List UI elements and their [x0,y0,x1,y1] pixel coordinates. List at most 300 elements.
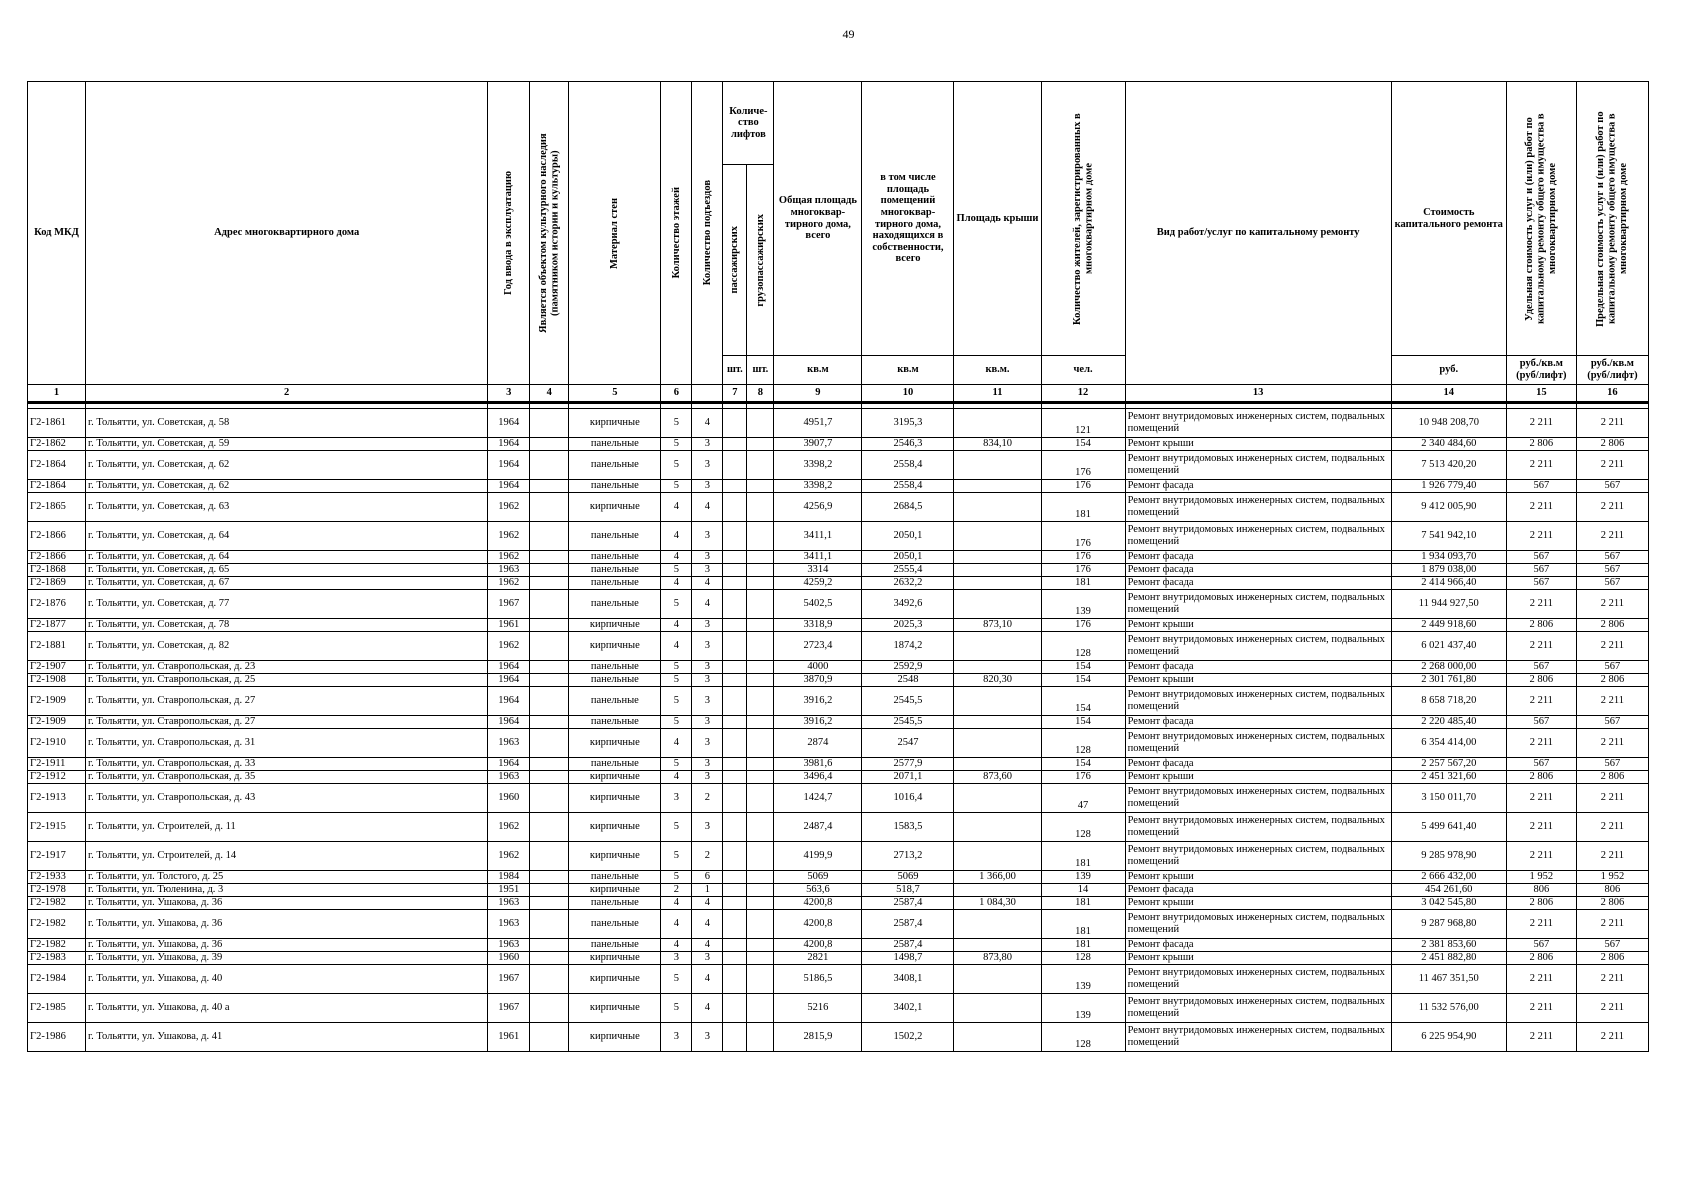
header-total-area: Общая площадь многоквар-тирного дома, всего [774,82,862,356]
cell-year: 1962 [488,632,530,661]
cell-floors: 5 [661,842,692,871]
header-entrances: Количество подъездов [692,82,723,385]
cell-owned-area: 2548 [862,674,954,687]
table-row [28,729,1649,758]
cell-residents: 181 [1041,577,1125,590]
cell-walls: кирпичные [569,884,661,897]
cell-roof-area [954,480,1041,493]
cell-lifts-passenger [723,522,747,551]
cell-specific-cost: 2 211 [1506,632,1576,661]
cell-lifts-cargo [747,674,774,687]
cell-specific-cost: 806 [1506,884,1576,897]
cell-limit-cost: 1 952 [1576,871,1648,884]
cell-entrances: 3 [692,619,723,632]
cell-floors: 5 [661,716,692,729]
table-row [28,590,1649,619]
cell-specific-cost: 567 [1506,939,1576,952]
cell-total-area: 1424,7 [774,784,862,813]
cell-roof-area [954,965,1041,994]
cell-floors: 3 [661,1023,692,1052]
cell-entrances: 3 [692,564,723,577]
unit-total-area: кв.м [774,356,862,385]
header-owned-area: в том числе площадь помещений многоквар-тирного дома, находящихся в собственности, всего [862,82,954,356]
cell-roof-area [954,994,1041,1023]
cell-work-type: Ремонт фасада [1125,661,1391,674]
cell-lifts-passenger [723,784,747,813]
cell-heritage [530,716,569,729]
cell-residents: 181 [1041,910,1125,939]
cell-lifts-passenger [723,871,747,884]
cell-walls: кирпичные [569,952,661,965]
cell-roof-area [954,716,1041,729]
cell-year: 1963 [488,897,530,910]
cell-code: Г2-1986 [28,1023,86,1052]
cell-lifts-cargo [747,438,774,451]
cell-total-area: 4199,9 [774,842,862,871]
unit-limit-cost: руб./кв.м (руб/лифт) [1576,356,1648,385]
cell-specific-cost: 567 [1506,551,1576,564]
cell-year: 1964 [488,758,530,771]
cell-specific-cost: 2 806 [1506,438,1576,451]
cell-entrances: 4 [692,590,723,619]
cell-lifts-cargo [747,729,774,758]
cell-heritage [530,619,569,632]
cell-address: г. Тольятти, ул. Ставропольская, д. 35 [86,771,488,784]
cell-floors: 5 [661,813,692,842]
table-row [28,687,1649,716]
cell-total-area: 3916,2 [774,716,862,729]
cell-residents: 154 [1041,674,1125,687]
cell-roof-area [954,564,1041,577]
cell-limit-cost: 567 [1576,939,1648,952]
cell-owned-area: 2050,1 [862,551,954,564]
cell-lifts-passenger [723,661,747,674]
cell-roof-area [954,784,1041,813]
cell-code: Г2-1982 [28,897,86,910]
cell-heritage [530,661,569,674]
cell-year: 1960 [488,952,530,965]
cell-residents: 181 [1041,493,1125,522]
cell-code: Г2-1869 [28,577,86,590]
cell-entrances: 3 [692,813,723,842]
cell-work-type: Ремонт внутридомовых инженерных систем, подвальных помещений [1125,729,1391,758]
cell-limit-cost: 2 211 [1576,451,1648,480]
cell-specific-cost: 2 806 [1506,674,1576,687]
cell-limit-cost: 2 211 [1576,493,1648,522]
cell-year: 1963 [488,729,530,758]
cell-specific-cost: 2 211 [1506,994,1576,1023]
cell-floors: 5 [661,758,692,771]
header-year: Год ввода в эксплуатацию [488,82,530,385]
cell-walls: панельные [569,939,661,952]
cell-residents: 139 [1041,994,1125,1023]
cell-year: 1964 [488,438,530,451]
cell-year: 1960 [488,784,530,813]
cell-residents: 154 [1041,687,1125,716]
cell-cost: 2 449 918,60 [1391,619,1506,632]
cell-cost: 2 451 321,60 [1391,771,1506,784]
cell-entrances: 3 [692,729,723,758]
cell-limit-cost: 2 211 [1576,842,1648,871]
cell-specific-cost: 2 211 [1506,842,1576,871]
cell-walls: панельные [569,910,661,939]
cell-roof-area: 873,80 [954,952,1041,965]
cell-lifts-cargo [747,451,774,480]
cell-floors: 5 [661,438,692,451]
cell-lifts-cargo [747,813,774,842]
cell-residents: 181 [1041,939,1125,952]
cell-total-area: 2815,9 [774,1023,862,1052]
cell-lifts-cargo [747,784,774,813]
cell-work-type: Ремонт фасада [1125,939,1391,952]
cell-specific-cost: 2 806 [1506,771,1576,784]
cell-code: Г2-1911 [28,758,86,771]
cell-owned-area: 3492,6 [862,590,954,619]
header-roof-area: Площадь крыши [954,82,1041,356]
table-row [28,577,1649,590]
table-row [28,522,1649,551]
cell-limit-cost: 806 [1576,884,1648,897]
cell-entrances: 3 [692,1023,723,1052]
cell-walls: кирпичные [569,842,661,871]
cell-entrances: 3 [692,480,723,493]
cell-walls: кирпичные [569,493,661,522]
column-number: 10 [862,385,954,403]
cell-residents: 154 [1041,716,1125,729]
cell-roof-area [954,884,1041,897]
column-number: 11 [954,385,1041,403]
cell-code: Г2-1910 [28,729,86,758]
cell-owned-area: 3408,1 [862,965,954,994]
column-number: 9 [774,385,862,403]
table-row [28,939,1649,952]
table-row [28,952,1649,965]
cell-heritage [530,813,569,842]
cell-work-type: Ремонт внутридомовых инженерных систем, подвальных помещений [1125,813,1391,842]
table-row [28,632,1649,661]
cell-roof-area: 873,10 [954,619,1041,632]
cell-floors: 5 [661,409,692,438]
cell-entrances: 3 [692,687,723,716]
cell-address: г. Тольятти, ул. Ставропольская, д. 27 [86,716,488,729]
cell-code: Г2-1978 [28,884,86,897]
cell-roof-area [954,493,1041,522]
cell-lifts-cargo [747,632,774,661]
cell-code: Г2-1864 [28,451,86,480]
cell-code: Г2-1877 [28,619,86,632]
cell-code: Г2-1982 [28,910,86,939]
cell-work-type: Ремонт крыши [1125,438,1391,451]
cell-roof-area [954,522,1041,551]
cell-work-type: Ремонт внутридомовых инженерных систем, подвальных помещений [1125,687,1391,716]
cell-lifts-cargo [747,871,774,884]
cell-heritage [530,590,569,619]
cell-lifts-passenger [723,687,747,716]
cell-code: Г2-1984 [28,965,86,994]
cell-cost: 9 287 968,80 [1391,910,1506,939]
cell-floors: 5 [661,994,692,1023]
cell-year: 1964 [488,480,530,493]
cell-limit-cost: 2 806 [1576,897,1648,910]
cell-residents: 128 [1041,952,1125,965]
cell-code: Г2-1982 [28,939,86,952]
cell-limit-cost: 2 211 [1576,965,1648,994]
cell-code: Г2-1861 [28,409,86,438]
cell-lifts-passenger [723,994,747,1023]
cell-total-area: 3411,1 [774,522,862,551]
cell-entrances: 2 [692,842,723,871]
cell-lifts-passenger [723,884,747,897]
cell-lifts-cargo [747,897,774,910]
cell-limit-cost: 2 806 [1576,438,1648,451]
cell-residents: 154 [1041,661,1125,674]
table-row [28,674,1649,687]
cell-cost: 2 257 567,20 [1391,758,1506,771]
table-row [28,716,1649,729]
cell-limit-cost: 567 [1576,577,1648,590]
cell-total-area: 5216 [774,994,862,1023]
cell-lifts-cargo [747,522,774,551]
cell-walls: кирпичные [569,619,661,632]
cell-cost: 9 412 005,90 [1391,493,1506,522]
column-number: 16 [1576,385,1648,403]
cell-lifts-passenger [723,451,747,480]
table-row [28,438,1649,451]
cell-work-type: Ремонт внутридомовых инженерных систем, подвальных помещений [1125,994,1391,1023]
cell-walls: панельные [569,564,661,577]
cell-lifts-passenger [723,551,747,564]
cell-total-area: 3314 [774,564,862,577]
cell-year: 1963 [488,564,530,577]
cell-residents: 128 [1041,813,1125,842]
cell-lifts-passenger [723,674,747,687]
cell-owned-area: 1498,7 [862,952,954,965]
table-row [28,884,1649,897]
cell-entrances: 6 [692,871,723,884]
cell-residents: 139 [1041,871,1125,884]
cell-owned-area: 2558,4 [862,480,954,493]
cell-owned-area: 1583,5 [862,813,954,842]
cell-heritage [530,784,569,813]
cell-heritage [530,771,569,784]
table-row [28,409,1649,438]
cell-specific-cost: 1 952 [1506,871,1576,884]
cell-walls: кирпичные [569,813,661,842]
cell-cost: 6 225 954,90 [1391,1023,1506,1052]
cell-walls: панельные [569,716,661,729]
table-row [28,564,1649,577]
cell-year: 1967 [488,965,530,994]
column-number: 6 [661,385,692,403]
cell-cost: 10 948 208,70 [1391,409,1506,438]
cell-lifts-cargo [747,994,774,1023]
cell-floors: 4 [661,939,692,952]
table-row [28,551,1649,564]
table-row [28,493,1649,522]
cell-entrances: 3 [692,632,723,661]
cell-cost: 2 414 966,40 [1391,577,1506,590]
cell-heritage [530,1023,569,1052]
cell-floors: 5 [661,965,692,994]
cell-lifts-passenger [723,771,747,784]
cell-specific-cost: 2 211 [1506,687,1576,716]
cell-total-area: 2821 [774,952,862,965]
cell-cost: 2 220 485,40 [1391,716,1506,729]
cell-total-area: 3916,2 [774,687,862,716]
cell-specific-cost: 2 806 [1506,897,1576,910]
cell-work-type: Ремонт внутридомовых инженерных систем, подвальных помещений [1125,451,1391,480]
cell-total-area: 5186,5 [774,965,862,994]
cell-heritage [530,564,569,577]
column-number [692,385,723,403]
cell-owned-area: 2577,9 [862,758,954,771]
cell-floors: 4 [661,771,692,784]
cell-heritage [530,551,569,564]
cell-lifts-cargo [747,939,774,952]
cell-total-area: 4951,7 [774,409,862,438]
cell-specific-cost: 2 211 [1506,910,1576,939]
cell-heritage [530,438,569,451]
cell-entrances: 3 [692,522,723,551]
cell-floors: 4 [661,522,692,551]
cell-lifts-passenger [723,910,747,939]
cell-lifts-cargo [747,551,774,564]
cell-lifts-passenger [723,939,747,952]
cell-limit-cost: 2 806 [1576,952,1648,965]
cell-residents: 139 [1041,965,1125,994]
cell-owned-area: 1016,4 [862,784,954,813]
cell-cost: 7 513 420,20 [1391,451,1506,480]
cell-heritage [530,687,569,716]
column-number: 1 [28,385,86,403]
cell-lifts-cargo [747,590,774,619]
cell-walls: панельные [569,551,661,564]
cell-residents: 176 [1041,771,1125,784]
cell-address: г. Тольятти, ул. Советская, д. 62 [86,451,488,480]
cell-roof-area [954,729,1041,758]
cell-address: г. Тольятти, ул. Строителей, д. 14 [86,842,488,871]
cell-lifts-passenger [723,1023,747,1052]
cell-roof-area [954,939,1041,952]
table-row [28,1023,1649,1052]
cell-specific-cost: 2 211 [1506,729,1576,758]
cell-code: Г2-1908 [28,674,86,687]
cell-year: 1962 [488,551,530,564]
cell-code: Г2-1881 [28,632,86,661]
cell-lifts-passenger [723,758,747,771]
cell-limit-cost: 2 211 [1576,910,1648,939]
cell-total-area: 4200,8 [774,939,862,952]
cell-total-area: 4000 [774,661,862,674]
cell-limit-cost: 2 211 [1576,813,1648,842]
cell-entrances: 3 [692,716,723,729]
cell-walls: кирпичные [569,409,661,438]
table-row [28,661,1649,674]
header-limit-cost: Предельная стоимость услуг и (или) работ по капитальному ремонту общего имущества в многоквартирном доме [1576,82,1648,356]
cell-specific-cost: 567 [1506,480,1576,493]
cell-floors: 5 [661,871,692,884]
cell-owned-area: 2713,2 [862,842,954,871]
cell-roof-area: 873,60 [954,771,1041,784]
cell-lifts-cargo [747,661,774,674]
cell-total-area: 3398,2 [774,451,862,480]
cell-lifts-passenger [723,813,747,842]
cell-address: г. Тольятти, ул. Ставропольская, д. 25 [86,674,488,687]
cell-residents: 139 [1041,590,1125,619]
cell-limit-cost: 567 [1576,758,1648,771]
cell-heritage [530,897,569,910]
table-row [28,897,1649,910]
cell-lifts-cargo [747,409,774,438]
cell-total-area: 2874 [774,729,862,758]
cell-code: Г2-1866 [28,551,86,564]
unit-specific-cost: руб./кв.м (руб/лифт) [1506,356,1576,385]
cell-owned-area: 2587,4 [862,910,954,939]
cell-code: Г2-1907 [28,661,86,674]
cell-limit-cost: 567 [1576,480,1648,493]
cell-cost: 2 451 882,80 [1391,952,1506,965]
column-number: 15 [1506,385,1576,403]
cell-walls: панельные [569,438,661,451]
column-number-row [28,385,1649,403]
cell-code: Г2-1912 [28,771,86,784]
cell-limit-cost: 567 [1576,564,1648,577]
cell-entrances: 4 [692,577,723,590]
cell-owned-area: 5069 [862,871,954,884]
cell-roof-area [954,409,1041,438]
cell-specific-cost: 2 806 [1506,952,1576,965]
cell-cost: 11 944 927,50 [1391,590,1506,619]
cell-lifts-passenger [723,409,747,438]
cell-lifts-passenger [723,632,747,661]
cell-entrances: 4 [692,409,723,438]
cell-total-area: 4259,2 [774,577,862,590]
cell-owned-area: 2592,9 [862,661,954,674]
cell-address: г. Тольятти, ул. Советская, д. 58 [86,409,488,438]
table-row [28,784,1649,813]
cell-lifts-cargo [747,910,774,939]
cell-owned-area: 2546,3 [862,438,954,451]
cell-address: г. Тольятти, ул. Советская, д. 62 [86,480,488,493]
cell-roof-area: 820,30 [954,674,1041,687]
cell-work-type: Ремонт внутридомовых инженерных систем, подвальных помещений [1125,409,1391,438]
cell-lifts-cargo [747,842,774,871]
cell-residents: 128 [1041,632,1125,661]
cell-lifts-passenger [723,590,747,619]
cell-heritage [530,493,569,522]
cell-limit-cost: 2 211 [1576,784,1648,813]
cell-lifts-cargo [747,687,774,716]
cell-specific-cost: 2 806 [1506,619,1576,632]
cell-heritage [530,674,569,687]
cell-heritage [530,884,569,897]
cell-cost: 1 879 038,00 [1391,564,1506,577]
table-row [28,619,1649,632]
cell-cost: 11 532 576,00 [1391,994,1506,1023]
cell-total-area: 3907,7 [774,438,862,451]
cell-heritage [530,952,569,965]
cell-work-type: Ремонт фасада [1125,577,1391,590]
cell-heritage [530,522,569,551]
cell-cost: 2 268 000,00 [1391,661,1506,674]
cell-limit-cost: 2 211 [1576,687,1648,716]
cell-owned-area: 2632,2 [862,577,954,590]
header-lifts: Количе-ство лифтов [723,82,774,165]
table-row [28,965,1649,994]
cell-floors: 5 [661,480,692,493]
cell-total-area: 4256,9 [774,493,862,522]
cell-year: 1962 [488,577,530,590]
